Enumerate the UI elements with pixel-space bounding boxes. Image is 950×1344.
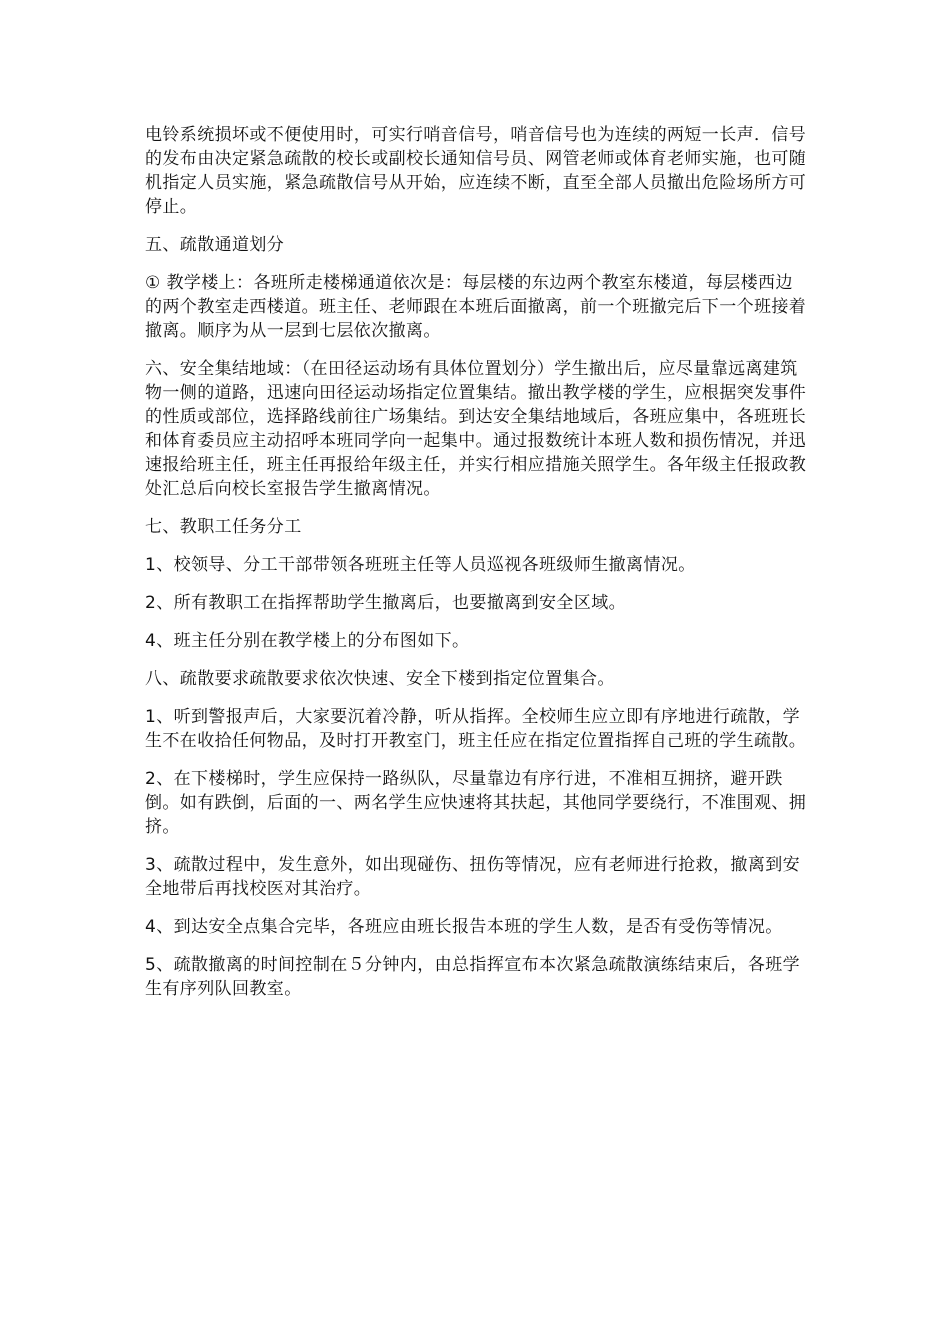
paragraph-evacuation-signal: 电铃系统损坏或不便使用时，可实行哨音信号，哨音信号也为连续的两短一长声．信号的发布由决定紧急疏散的校长或副校长通知信号员、网管老师或体育老师实施，也可随机指定人员实施，紧急疏散信号从开始，应连续不断，直至全部人员撤出危险场所方可停止。 <box>145 125 807 217</box>
list-item-requirement-3: 3、疏散过程中，发生意外，如出现碰伤、扭伤等情况，应有老师进行抢救，撤离到安全地带后再找校医对其治疗。 <box>145 855 801 899</box>
list-item-staff-duty-1: 1、校领导、分工干部带领各班班主任等人员巡视各班级师生撤离情况。 <box>145 555 696 575</box>
heading-evacuation-routes: 五、疏散通道划分 <box>145 235 285 255</box>
list-item-requirement-5: 5、疏散撤离的时间控制在５分钟内，由总指挥宣布本次紧急疏散演练结束后，各班学生有序列队回教室。 <box>145 955 801 999</box>
list-item-staff-duty-4: 4、班主任分别在教学楼上的分布图如下。 <box>145 631 470 651</box>
document-body <box>145 123 810 1015</box>
list-item-staff-duty-2: 2、所有教职工在指挥帮助学生撤离后，也要撤离到安全区域。 <box>145 593 627 613</box>
heading-staff-duties: 七、教职工任务分工 <box>145 517 302 537</box>
paragraph-assembly-area: 六、安全集结地域：（在田径运动场有具体位置划分）学生撤出后，应尽量靠远离建筑物一侧的道路，迅速向田径运动场指定位置集结。撤出教学楼的学生，应根据突发事件的性质或部位，选择路线前往广场集结。到达安全集结地域后，各班应集中，各班班长和体育委员应主动招呼本班同学向一起集中。通过报数统计本班人数和损伤情况，并迅速报给班主任，班主任再报给年级主任，并实行相应措施关照学生。各年级主任报政教处汇总后向校长室报告学生撤离情况。 <box>145 359 807 499</box>
list-item-requirement-1: 1、听到警报声后，大家要沉着冷静，听从指挥。全校师生应立即有序地进行疏散，学生不在收拾任何物品，及时打开教室门，班主任应在指定位置指挥自己班的学生疏散。 <box>145 707 807 751</box>
paragraph-teaching-building-routes: ① 教学楼上：各班所走楼梯通道依次是：每层楼的东边两个教室东楼道，每层楼西边的两个教室走西楼道。班主任、老师跟在本班后面撤离，前一个班撤完后下一个班接着撤离。顺序为从一层到七层依次撤离。 <box>145 273 807 341</box>
list-item-requirement-4: 4、到达安全点集合完毕，各班应由班长报告本班的学生人数，是否有受伤等情况。 <box>145 917 783 937</box>
list-item-requirement-2: 2、在下楼梯时，学生应保持一路纵队，尽量靠边有序行进，不准相互拥挤，避开跌倒。如有跌倒，后面的一、两名学生应快速将其扶起，其他同学要绕行，不准围观、拥挤。 <box>145 769 807 837</box>
heading-evacuation-requirements: 八、疏散要求疏散要求依次快速、安全下楼到指定位置集合。 <box>145 669 615 689</box>
